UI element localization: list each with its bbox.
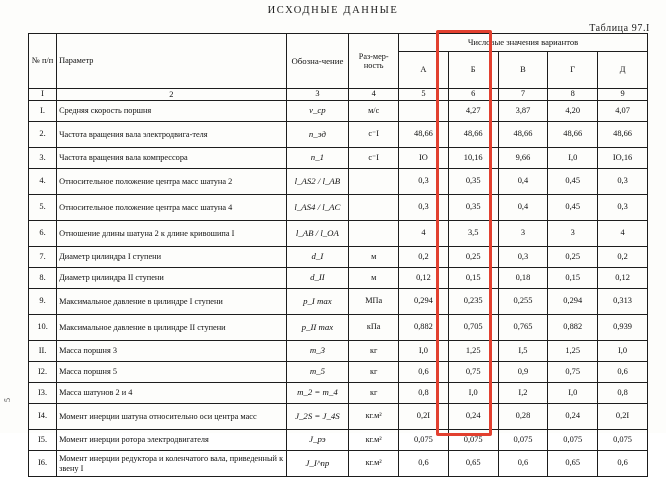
- row-value-d: 0,939: [598, 315, 648, 341]
- row-value-b: I,0: [448, 383, 498, 404]
- row-number: 3.: [29, 148, 57, 169]
- row-symbol: m_2 = m_4: [286, 383, 349, 404]
- row-value-v: I,5: [498, 341, 548, 362]
- row-value-a: 0,294: [399, 289, 449, 315]
- row-number: 8.: [29, 268, 57, 289]
- row-value-g: I,0: [548, 383, 598, 404]
- row-param: Диаметр цилиндра I ступени: [57, 247, 286, 268]
- row-value-a: 4: [399, 221, 449, 247]
- row-value-a: IO: [399, 148, 449, 169]
- header-group-variants: Числовые значения вариантов: [399, 34, 648, 52]
- row-value-a: 0,2: [399, 247, 449, 268]
- row-number: I.: [29, 101, 57, 122]
- row-param: Максимальное давление в цилиндре II ступени: [57, 315, 286, 341]
- row-number: I6.: [29, 451, 57, 477]
- page-title: ИСХОДНЫЕ ДАННЫЕ: [267, 5, 399, 16]
- row-number: I4.: [29, 404, 57, 430]
- row-symbol: n_1: [286, 148, 349, 169]
- row-symbol: J_I^пр: [286, 451, 349, 477]
- colnum-9: 9: [598, 89, 648, 101]
- row-unit: кг.м²: [349, 451, 399, 477]
- row-param: Момент инерции шатуна относительно оси центра масс: [57, 404, 286, 430]
- table-row: [29, 315, 648, 341]
- table-number-label: Таблица 97.I: [589, 23, 650, 34]
- row-value-b: 0,25: [448, 247, 498, 268]
- row-symbol: l_AS4 / l_AC: [286, 195, 349, 221]
- table-row: [29, 122, 648, 148]
- row-value-g: 48,66: [548, 122, 598, 148]
- table-row: [29, 404, 648, 430]
- row-value-b: 0,15: [448, 268, 498, 289]
- table-row: [29, 101, 648, 122]
- row-number: II.: [29, 341, 57, 362]
- row-unit: м: [349, 268, 399, 289]
- row-value-a: 0,075: [399, 430, 449, 451]
- row-value-g: 0,15: [548, 268, 598, 289]
- colnum-2: 2: [57, 89, 286, 101]
- table-row: [29, 451, 648, 477]
- row-value-d: 48,66: [598, 122, 648, 148]
- row-value-b: 0,75: [448, 362, 498, 383]
- row-number: I5.: [29, 430, 57, 451]
- row-symbol: p_II max: [286, 315, 349, 341]
- row-value-v: 0,075: [498, 430, 548, 451]
- row-value-b: 3,5: [448, 221, 498, 247]
- row-unit: кг.м²: [349, 404, 399, 430]
- row-symbol: d_I: [286, 247, 349, 268]
- row-unit: кПа: [349, 315, 399, 341]
- row-param: Частота вращения вала компрессора: [57, 148, 286, 169]
- row-param: Масса поршня 3: [57, 341, 286, 362]
- row-value-g: 0,75: [548, 362, 598, 383]
- row-param: Масса шатунов 2 и 4: [57, 383, 286, 404]
- row-value-b: 0,075: [448, 430, 498, 451]
- table-row: [29, 221, 648, 247]
- row-unit: [349, 195, 399, 221]
- row-value-d: 0,3: [598, 195, 648, 221]
- row-symbol: J_2S = J_4S: [286, 404, 349, 430]
- table-row: [29, 195, 648, 221]
- row-symbol: p_I max: [286, 289, 349, 315]
- row-value-v: 9,66: [498, 148, 548, 169]
- row-value-d: 0,2I: [598, 404, 648, 430]
- table-header-top-row: [29, 34, 648, 52]
- row-value-g: 1,25: [548, 341, 598, 362]
- row-value-g: 0,25: [548, 247, 598, 268]
- row-value-v: 0,18: [498, 268, 548, 289]
- row-symbol: J_рэ: [286, 430, 349, 451]
- row-number: 6.: [29, 221, 57, 247]
- row-value-d: 0,8: [598, 383, 648, 404]
- row-value-b: 0,35: [448, 169, 498, 195]
- row-value-a: 0,3: [399, 169, 449, 195]
- row-value-v: I,2: [498, 383, 548, 404]
- colnum-8: 8: [548, 89, 598, 101]
- row-symbol: l_AS2 / l_AB: [286, 169, 349, 195]
- row-symbol: l_AB / l_OA: [286, 221, 349, 247]
- colnum-7: 7: [498, 89, 548, 101]
- row-symbol: m_5: [286, 362, 349, 383]
- row-value-g: I,0: [548, 148, 598, 169]
- row-number: 2.: [29, 122, 57, 148]
- row-value-a: 0,2I: [399, 404, 449, 430]
- row-number: I2.: [29, 362, 57, 383]
- header-col-oboz: Обозна-чение: [286, 34, 349, 89]
- header-variant-b: Б: [448, 52, 498, 89]
- row-value-g: 0,45: [548, 195, 598, 221]
- row-value-b: 0,35: [448, 195, 498, 221]
- row-number: 4.: [29, 169, 57, 195]
- header-col-razm: Раз-мер-ность: [349, 34, 399, 89]
- row-value-b: 0,24: [448, 404, 498, 430]
- table-column-numbering-row: [29, 89, 648, 101]
- row-unit: кг: [349, 362, 399, 383]
- row-value-d: 4,07: [598, 101, 648, 122]
- row-number: I3.: [29, 383, 57, 404]
- row-value-a: 0,6: [399, 451, 449, 477]
- row-param: Максимальное давление в цилиндре I ступени: [57, 289, 286, 315]
- row-value-a: 0,3: [399, 195, 449, 221]
- colnum-3: 3: [286, 89, 349, 101]
- row-param: Момент инерции редуктора и коленчатого вала, приведенный к звену I: [57, 451, 286, 477]
- row-value-a: 0,882: [399, 315, 449, 341]
- colnum-4: 4: [349, 89, 399, 101]
- table-row: [29, 383, 648, 404]
- row-value-a: I,0: [399, 341, 449, 362]
- row-value-b: 0,705: [448, 315, 498, 341]
- header-col-num: [29, 34, 57, 89]
- row-value-a: 0,8: [399, 383, 449, 404]
- row-value-d: 4: [598, 221, 648, 247]
- row-param: Масса поршня 5: [57, 362, 286, 383]
- row-value-v: 0,255: [498, 289, 548, 315]
- row-value-g: 0,24: [548, 404, 598, 430]
- colnum-6: 6: [448, 89, 498, 101]
- row-value-b: 0,65: [448, 451, 498, 477]
- row-number: 5.: [29, 195, 57, 221]
- colnum-1: I: [29, 89, 57, 101]
- row-value-d: I,0: [598, 341, 648, 362]
- row-value-b: 1,25: [448, 341, 498, 362]
- row-symbol: v_ср: [286, 101, 349, 122]
- row-value-a: 0,6: [399, 362, 449, 383]
- row-param: Средняя скорость поршня: [57, 101, 286, 122]
- row-value-d: 0,6: [598, 451, 648, 477]
- row-unit: [349, 221, 399, 247]
- row-value-v: 0,765: [498, 315, 548, 341]
- row-value-a: 0,12: [399, 268, 449, 289]
- header-col-param: Параметр: [57, 34, 286, 89]
- row-param: Относительное положение центра масс шатуна 4: [57, 195, 286, 221]
- row-value-g: 0,075: [548, 430, 598, 451]
- row-symbol: m_3: [286, 341, 349, 362]
- row-value-g: 0,65: [548, 451, 598, 477]
- row-value-d: 0,3: [598, 169, 648, 195]
- row-value-d: 0,12: [598, 268, 648, 289]
- table-row: [29, 289, 648, 315]
- row-value-b: 10,16: [448, 148, 498, 169]
- row-symbol: n_эд: [286, 122, 349, 148]
- row-value-b: 4,27: [448, 101, 498, 122]
- row-value-d: IO,16: [598, 148, 648, 169]
- row-value-v: 3,87: [498, 101, 548, 122]
- row-unit: с⁻I: [349, 122, 399, 148]
- row-value-v: 0,4: [498, 169, 548, 195]
- row-number: 7.: [29, 247, 57, 268]
- header-col-num-line1: № п/п: [31, 56, 54, 66]
- row-value-v: 3: [498, 221, 548, 247]
- row-unit: [349, 169, 399, 195]
- side-page-mark: 5: [3, 398, 12, 402]
- row-value-v: 0,3: [498, 247, 548, 268]
- row-value-d: 0,075: [598, 430, 648, 451]
- row-symbol: d_II: [286, 268, 349, 289]
- table-row: [29, 148, 648, 169]
- row-value-g: 0,294: [548, 289, 598, 315]
- row-value-v: 0,28: [498, 404, 548, 430]
- row-value-d: 0,313: [598, 289, 648, 315]
- table-row: [29, 169, 648, 195]
- table-row: [29, 247, 648, 268]
- row-value-v: 0,6: [498, 451, 548, 477]
- row-unit: м: [349, 247, 399, 268]
- row-value-d: 0,2: [598, 247, 648, 268]
- row-unit: кг: [349, 341, 399, 362]
- row-unit: кг.м²: [349, 430, 399, 451]
- row-number: 9.: [29, 289, 57, 315]
- row-value-a: 48,66: [399, 122, 449, 148]
- row-value-v: 0,4: [498, 195, 548, 221]
- table-row: [29, 362, 648, 383]
- header-variant-g: Г: [548, 52, 598, 89]
- colnum-5: 5: [399, 89, 449, 101]
- row-value-g: 0,45: [548, 169, 598, 195]
- row-param: Относительное положение центра масс шатуна 2: [57, 169, 286, 195]
- row-param: Диаметр цилиндра II ступени: [57, 268, 286, 289]
- row-value-g: 3: [548, 221, 598, 247]
- row-unit: МПа: [349, 289, 399, 315]
- table-row: [29, 268, 648, 289]
- row-value-v: 0,9: [498, 362, 548, 383]
- row-value-b: 0,235: [448, 289, 498, 315]
- row-value-b: 48,66: [448, 122, 498, 148]
- initial-data-table: [28, 33, 648, 477]
- header-variant-v: В: [498, 52, 548, 89]
- header-variant-d: Д: [598, 52, 648, 89]
- row-value-d: 0,6: [598, 362, 648, 383]
- row-param: Частота вращения вала электродвига-теля: [57, 122, 286, 148]
- row-number: 10.: [29, 315, 57, 341]
- table-row: [29, 341, 648, 362]
- row-unit: с⁻I: [349, 148, 399, 169]
- row-value-g: 4,20: [548, 101, 598, 122]
- header-variant-a: А: [399, 52, 449, 89]
- row-value-g: 0,882: [548, 315, 598, 341]
- row-param: Отношение длины шатуна 2 к длине кривошипа I: [57, 221, 286, 247]
- row-value-a: [399, 101, 449, 122]
- row-param: Момент инерции ротора электродвигателя: [57, 430, 286, 451]
- row-unit: кг: [349, 383, 399, 404]
- row-unit: м/с: [349, 101, 399, 122]
- row-value-v: 48,66: [498, 122, 548, 148]
